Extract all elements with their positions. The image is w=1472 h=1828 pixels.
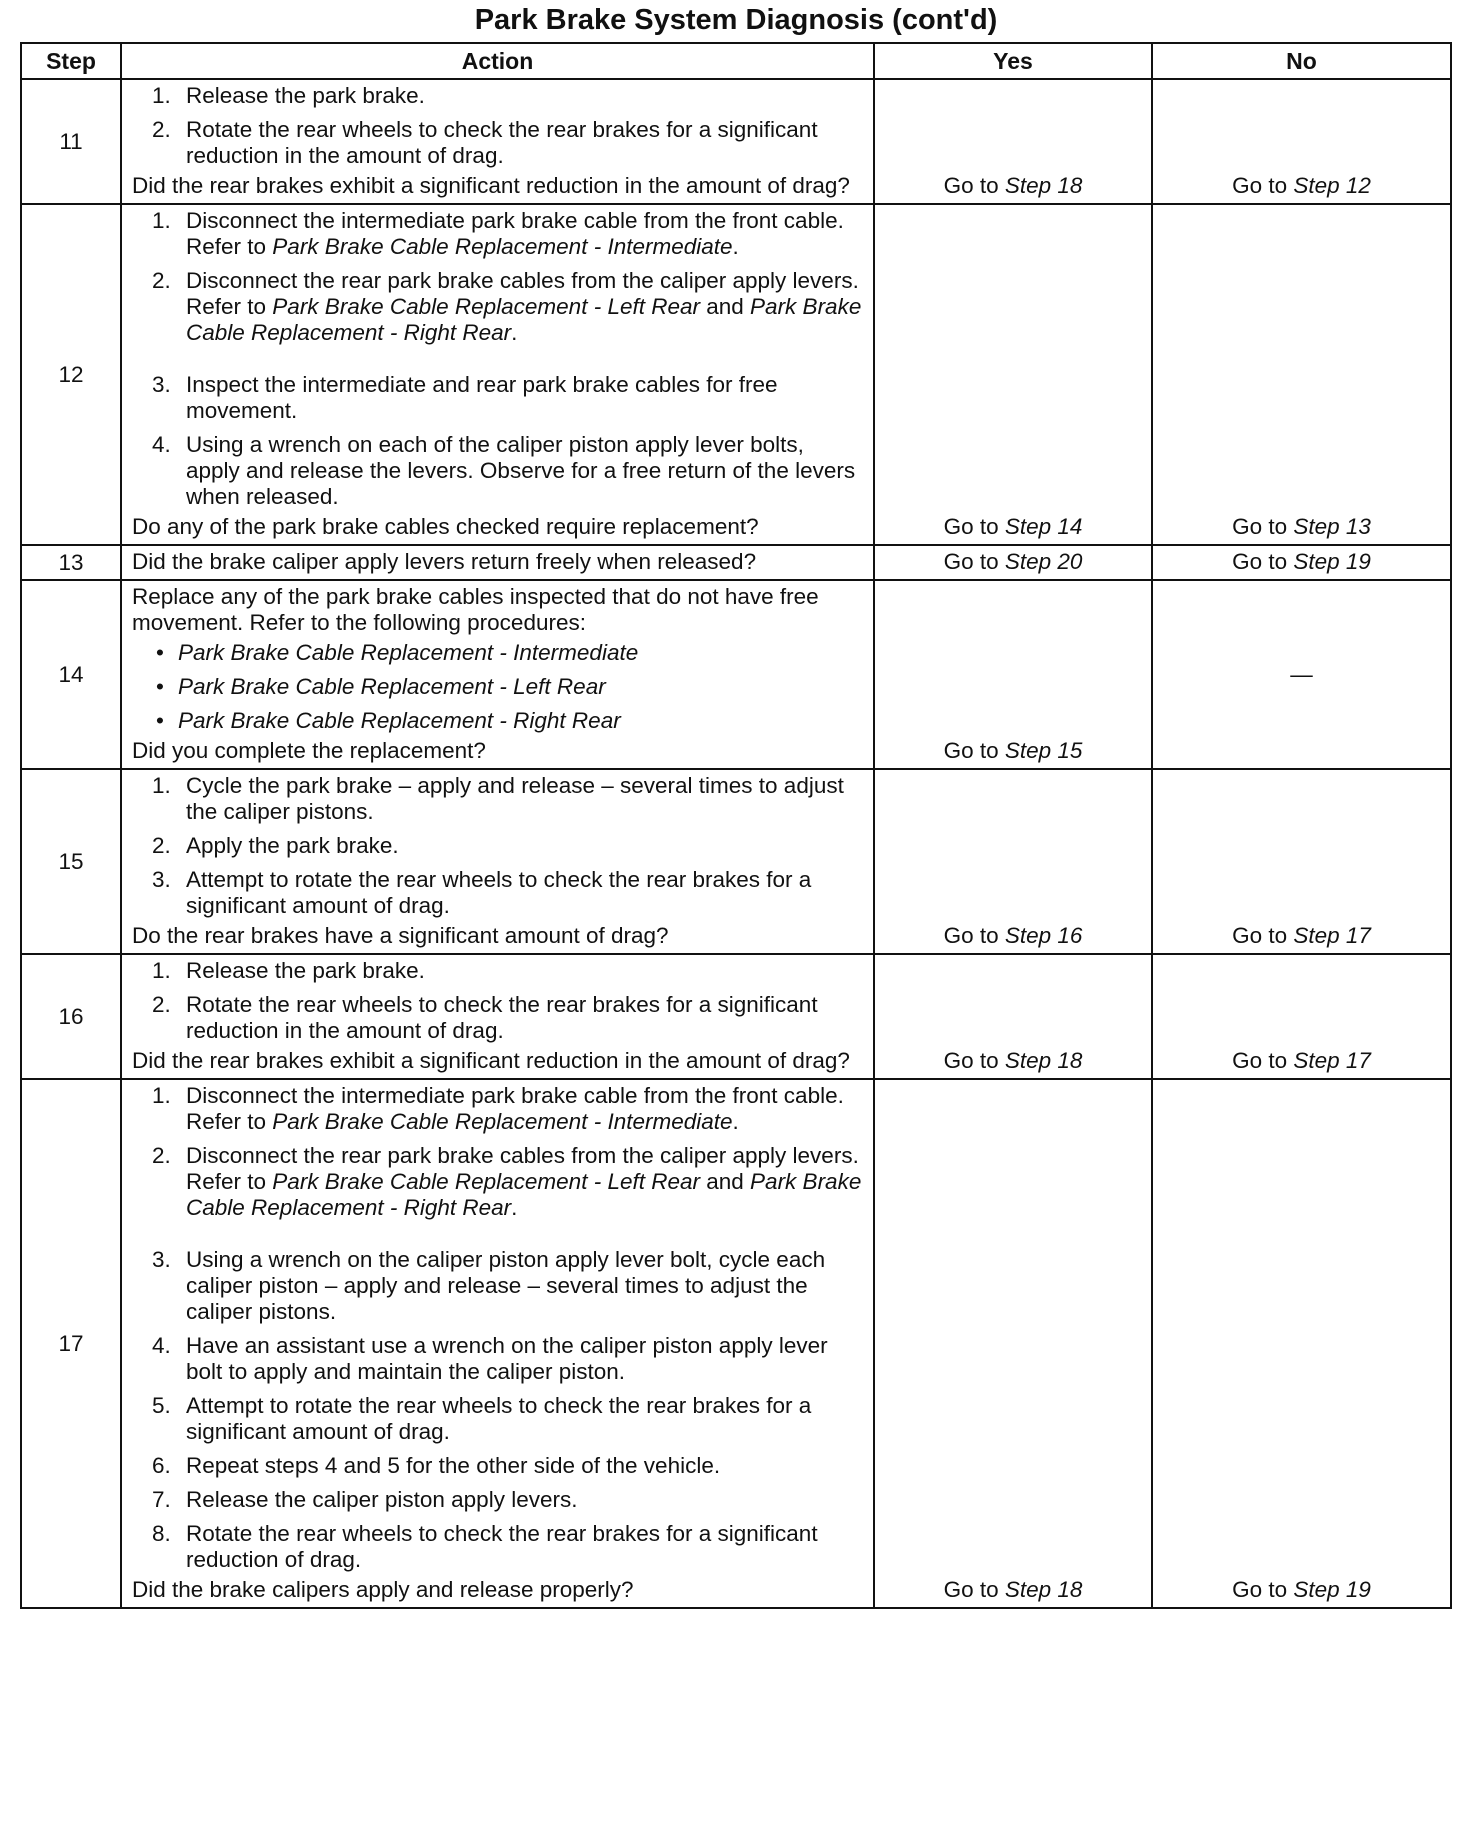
list-item: 3. Attempt to rotate the rear wheels to check the rear brakes for a significant amount of drag. [152, 867, 812, 918]
intro-text: Replace any of the park brake cables inspected that do not have free movement. Refer to the following procedures: [132, 584, 819, 635]
no-result: Go to Step 12 [1152, 79, 1451, 204]
step-number: 14 [21, 580, 121, 769]
action-cell [121, 580, 874, 769]
list-item: 1. Cycle the park brake – apply and release – several times to adjust the caliper pistons. [152, 773, 844, 824]
action-cell [121, 79, 874, 204]
list-item: 1. Disconnect the intermediate park brake cable from the front cable. Refer to Park Brake Cable Replacement - Intermediate. [152, 1083, 844, 1134]
action-cell [121, 204, 874, 545]
diagnosis-table [20, 42, 1452, 1609]
action-cell [121, 1079, 874, 1608]
action-cell [121, 769, 874, 954]
table-row [21, 580, 1451, 769]
question-text: Do any of the park brake cables checked require replacement? [132, 514, 759, 539]
table-row [21, 769, 1451, 954]
table-row [21, 204, 1451, 545]
table-row [21, 954, 1451, 1079]
question-text: Did the brake caliper apply levers return freely when released? [132, 549, 757, 574]
no-result: Go to Step 17 [1152, 769, 1451, 954]
yes-result: Go to Step 15 [874, 580, 1152, 769]
header-row [21, 43, 1451, 79]
header-no: No [1152, 43, 1451, 79]
list-item: 4. Using a wrench on each of the caliper piston apply lever bolts, apply and release the levers. Observe for a free return of the levers when released. [152, 432, 856, 509]
yes-result: Go to Step 18 [874, 1079, 1152, 1608]
list-item: 2. Rotate the rear wheels to check the rear brakes for a significant reduction in the amount of drag. [152, 992, 818, 1043]
list-item: 1. Release the park brake. [152, 83, 425, 108]
question-text: Did the brake calipers apply and release properly? [132, 1577, 634, 1602]
list-item: 3. Using a wrench on the caliper piston apply lever bolt, cycle each caliper piston – apply and release – several times to adjust the caliper pistons. [152, 1247, 826, 1324]
question-text: Did the rear brakes exhibit a significant reduction in the amount of drag? [132, 1048, 850, 1073]
list-item: 1. Release the park brake. [152, 958, 425, 983]
no-result: Go to Step 19 [1152, 545, 1451, 580]
step-number: 13 [21, 545, 121, 580]
step-number: 15 [21, 769, 121, 954]
question-text: Did you complete the replacement? [132, 738, 486, 763]
header-action: Action [121, 43, 874, 79]
table-row [21, 1079, 1451, 1608]
step-number: 12 [21, 204, 121, 545]
no-result: — [1152, 580, 1451, 769]
list-item: 2. Disconnect the rear park brake cables from the caliper apply levers. Refer to Park Brake Cable Replacement - Left Rear and Park Brake Cable Replacement - Right Rear. [152, 268, 862, 345]
yes-result: Go to Step 14 [874, 204, 1152, 545]
yes-result: Go to Step 20 [874, 545, 1152, 580]
step-number: 17 [21, 1079, 121, 1608]
yes-result: Go to Step 18 [874, 79, 1152, 204]
list-item: 7. Release the caliper piston apply levers. [152, 1487, 578, 1512]
list-item: 6. Repeat steps 4 and 5 for the other side of the vehicle. [152, 1453, 721, 1478]
list-item: 3. Inspect the intermediate and rear park brake cables for free movement. [152, 372, 778, 423]
table-row [21, 79, 1451, 204]
table-row [21, 545, 1451, 580]
header-step: Step [21, 43, 121, 79]
list-item: 8. Rotate the rear wheels to check the rear brakes for a significant reduction of drag. [152, 1521, 818, 1572]
question-text: Did the rear brakes exhibit a significant reduction in the amount of drag? [132, 173, 850, 198]
list-item: 2. Apply the park brake. [152, 833, 399, 858]
list-item: 4. Have an assistant use a wrench on the caliper piston apply lever bolt to apply and maintain the caliper piston. [152, 1333, 828, 1384]
list-item: • Park Brake Cable Replacement - Right Rear [156, 708, 621, 733]
action-cell [121, 545, 874, 580]
step-number: 11 [21, 79, 121, 204]
no-result: Go to Step 13 [1152, 204, 1451, 545]
step-number: 16 [21, 954, 121, 1079]
header-yes: Yes [874, 43, 1152, 79]
action-cell [121, 954, 874, 1079]
list-item: • Park Brake Cable Replacement - Left Rear [156, 674, 606, 699]
no-result: Go to Step 17 [1152, 954, 1451, 1079]
yes-result: Go to Step 16 [874, 769, 1152, 954]
yes-result: Go to Step 18 [874, 954, 1152, 1079]
list-item: 2. Rotate the rear wheels to check the rear brakes for a significant reduction in the amount of drag. [152, 117, 818, 168]
list-item: • Park Brake Cable Replacement - Intermediate [156, 640, 639, 665]
list-item: 2. Disconnect the rear park brake cables from the caliper apply levers. Refer to Park Brake Cable Replacement - Left Rear and Park Brake Cable Replacement - Right Rear. [152, 1143, 862, 1220]
no-result: Go to Step 19 [1152, 1079, 1451, 1608]
page-title: Park Brake System Diagnosis (cont'd) [474, 4, 998, 36]
question-text: Do the rear brakes have a significant amount of drag? [132, 923, 669, 948]
list-item: 1. Disconnect the intermediate park brake cable from the front cable. Refer to Park Brake Cable Replacement - Intermediate. [152, 208, 844, 259]
list-item: 5. Attempt to rotate the rear wheels to check the rear brakes for a significant amount of drag. [152, 1393, 812, 1444]
